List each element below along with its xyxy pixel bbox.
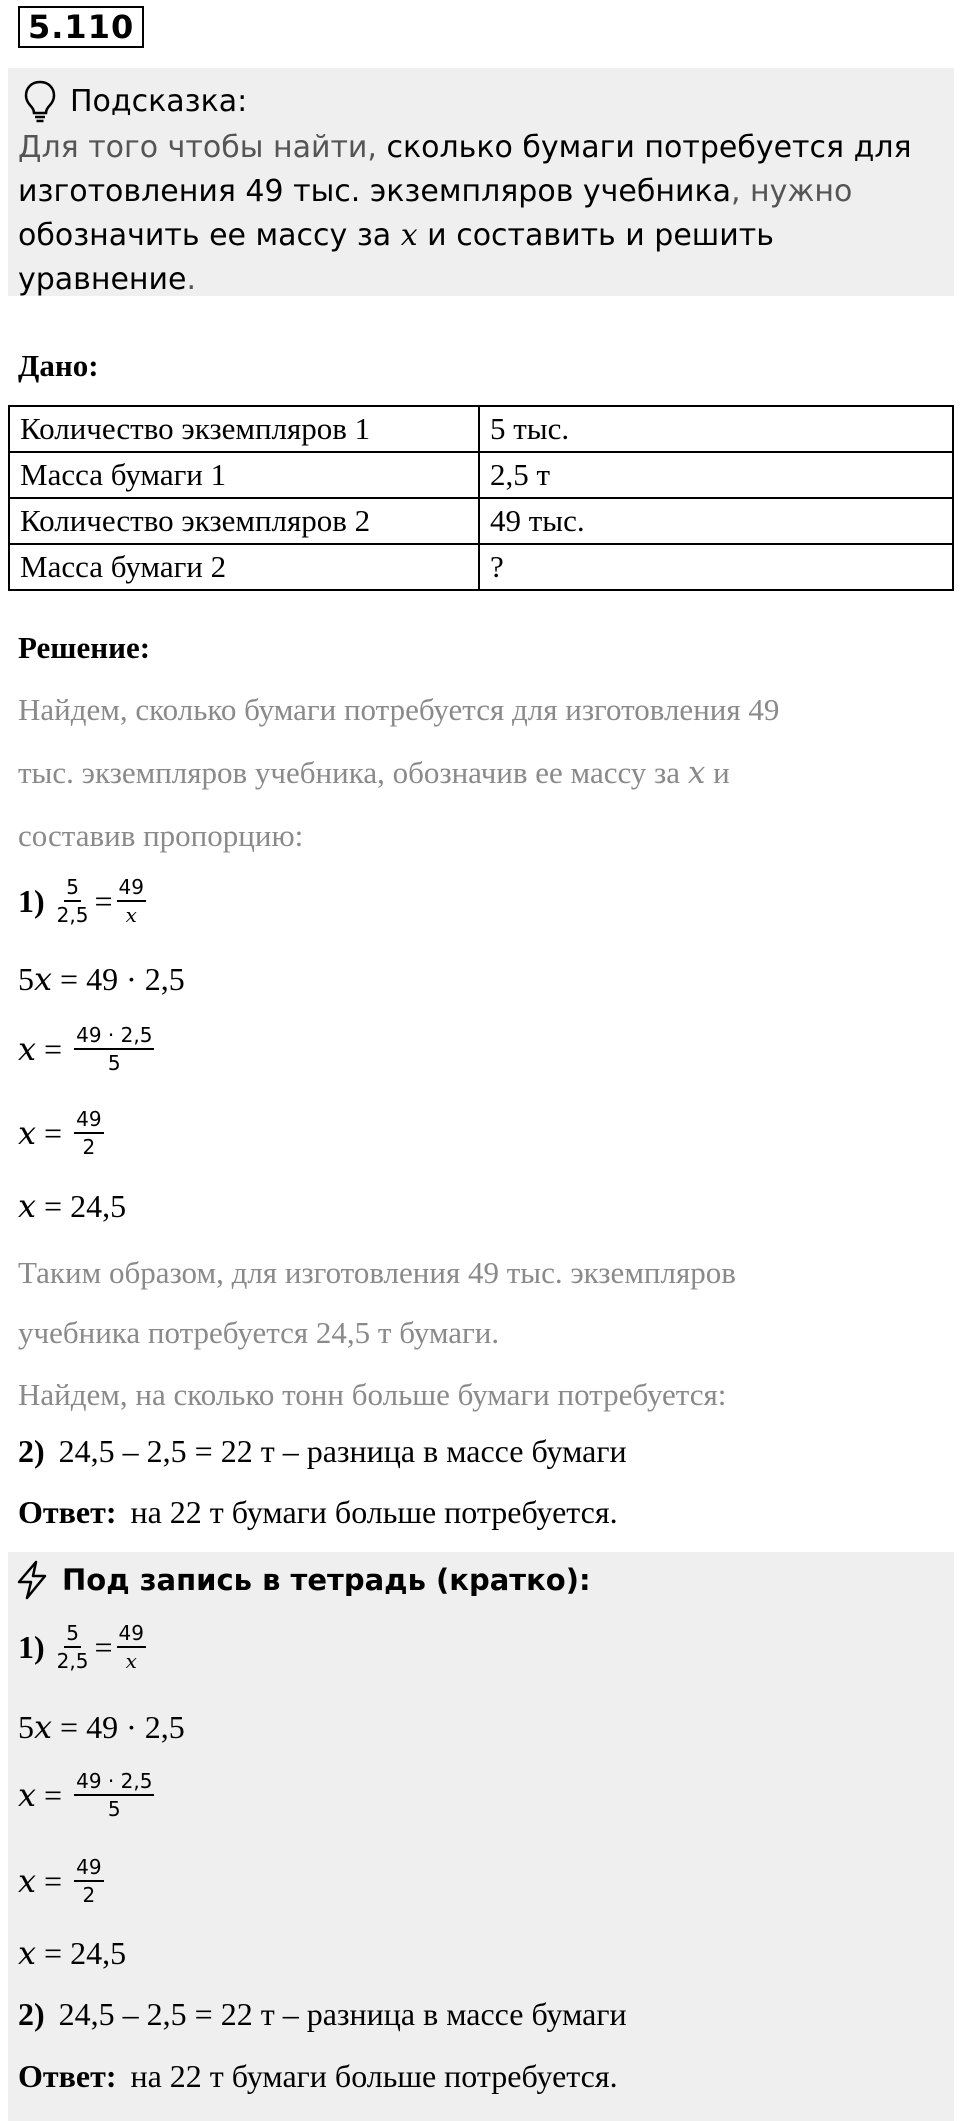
step-number: 2) (18, 1996, 45, 2032)
eq-part: = 24,5 (36, 1187, 127, 1224)
conclusion-line: учебника потребуется 24,5 т бумаги. (18, 1315, 500, 1350)
lightning-icon (14, 1560, 50, 1600)
equals-sign: = (94, 1628, 113, 1665)
fraction (55, 1620, 91, 1674)
eq-part: = 49 · 2,5 (52, 960, 185, 997)
hint-box (8, 68, 954, 296)
hint-text-part: сколько бумаги потребуется для изготовления 49 тыс. экземпляров учебника (18, 130, 912, 209)
equation-line (18, 1106, 108, 1160)
task-number: 5.110 (18, 6, 144, 48)
eq-part: = 24,5 (36, 1934, 127, 1971)
solution-label: Решение: (18, 630, 151, 665)
conclusion-line: Таким образом, для изготовления 49 тыс. экземпляров (18, 1255, 736, 1290)
table-cell: 5 тыс. (479, 406, 953, 452)
step2-intro: Найдем, на сколько тонн больше бумаги потребуется: (18, 1377, 727, 1412)
table-cell: 49 тыс. (479, 498, 953, 544)
numerator: 5 (64, 874, 81, 902)
solution-intro-line (18, 755, 730, 791)
equation-line (18, 960, 185, 998)
equals-sign: = (44, 1030, 63, 1067)
eq-variable: x (18, 1114, 37, 1152)
table-cell: Масса бумаги 2 (9, 544, 479, 590)
table-row (9, 406, 953, 452)
equation-line (18, 1768, 158, 1822)
denominator: x (125, 1649, 137, 1673)
lightbulb-icon (22, 79, 58, 123)
answer-text: на 22 т бумаги больше потребуется. (122, 2058, 618, 2094)
hint-text-part: обозначить ее массу за (18, 218, 401, 253)
given-label: Дано: (18, 348, 99, 383)
numerator: 49 · 2,5 (74, 1768, 154, 1796)
numerator: 49 (117, 874, 146, 902)
answer-label: Ответ: (18, 1494, 117, 1530)
fraction (117, 1620, 146, 1674)
numerator: 49 · 2,5 (74, 1022, 154, 1050)
eq-part: 5 (18, 960, 34, 997)
solution-intro-line: составив пропорцию: (18, 818, 304, 853)
hint-title (22, 76, 247, 126)
numerator: 49 (117, 1620, 146, 1648)
hint-text-part: Для того чтобы найти, (18, 130, 387, 165)
hint-title-text: Подсказка: (70, 83, 248, 119)
equation-step2 (18, 1996, 627, 2033)
eq-variable: x (34, 960, 53, 998)
denominator: 2 (82, 1883, 96, 1907)
step-number: 1) (18, 1628, 45, 1665)
equation-proportion (18, 874, 150, 928)
table-cell: Количество экземпляров 1 (9, 406, 479, 452)
short-record-title-text: Под запись в тетрадь (кратко): (62, 1563, 591, 1597)
fraction (74, 1022, 154, 1076)
solution-intro-line: Найдем, сколько бумаги потребуется для изготовления 49 (18, 692, 780, 727)
answer (18, 2058, 618, 2095)
denominator: 2,5 (56, 1649, 89, 1673)
hint-variable: x (400, 218, 418, 253)
hint-text-part: , нужно (730, 174, 853, 209)
eq-variable: x (18, 1934, 37, 1972)
numerator: 5 (64, 1620, 81, 1648)
denominator: x (125, 903, 137, 927)
intro-text: тыс. экземпляров учебника, обозначив ее массу за (18, 755, 688, 790)
equation-line (18, 1022, 158, 1076)
denominator: 2 (82, 1135, 96, 1159)
answer-label: Ответ: (18, 2058, 117, 2094)
table-row (9, 544, 953, 590)
eq-variable: x (18, 1862, 37, 1900)
hint-text (18, 126, 948, 302)
fraction (74, 1768, 154, 1822)
table-row (9, 452, 953, 498)
equation-step2 (18, 1433, 627, 1470)
equation-line (18, 1187, 126, 1225)
table-cell: 2,5 т (479, 452, 953, 498)
step-number: 2) (18, 1433, 45, 1469)
equation-line (18, 1934, 126, 1972)
table-cell: Масса бумаги 1 (9, 452, 479, 498)
hint-text-part: . (186, 262, 197, 297)
table-cell: ? (479, 544, 953, 590)
equation-proportion (18, 1620, 150, 1674)
step2-text: 24,5 – 2,5 = 22 т – разница в массе бумаги (50, 1433, 627, 1469)
equals-sign: = (44, 1776, 63, 1813)
eq-variable: x (34, 1708, 53, 1746)
fraction (74, 1106, 103, 1160)
given-table (8, 405, 954, 591)
eq-variable: x (18, 1187, 37, 1225)
intro-variable: x (687, 755, 706, 791)
numerator: 49 (74, 1854, 103, 1882)
eq-part: = 49 · 2,5 (52, 1708, 185, 1745)
eq-variable: x (18, 1030, 37, 1068)
denominator: 5 (107, 1051, 121, 1075)
denominator: 5 (107, 1797, 121, 1821)
eq-part: 5 (18, 1708, 34, 1745)
fraction (117, 874, 146, 928)
step2-text: 24,5 – 2,5 = 22 т – разница в массе бумаги (50, 1996, 627, 2032)
equation-line (18, 1854, 108, 1908)
equals-sign: = (44, 1114, 63, 1151)
step-number: 1) (18, 882, 45, 919)
denominator: 2,5 (56, 903, 89, 927)
fraction (55, 874, 91, 928)
numerator: 49 (74, 1106, 103, 1134)
table-row (9, 498, 953, 544)
hint-text-part: и составить и решить уравнение (18, 218, 774, 297)
equation-line (18, 1708, 185, 1746)
answer-text: на 22 т бумаги больше потребуется. (122, 1494, 618, 1530)
eq-variable: x (18, 1776, 37, 1814)
fraction (74, 1854, 103, 1908)
short-record-title (14, 1558, 591, 1602)
intro-text: и (705, 755, 730, 790)
answer (18, 1494, 618, 1531)
equals-sign: = (94, 882, 113, 919)
equals-sign: = (44, 1862, 63, 1899)
table-cell: Количество экземпляров 2 (9, 498, 479, 544)
